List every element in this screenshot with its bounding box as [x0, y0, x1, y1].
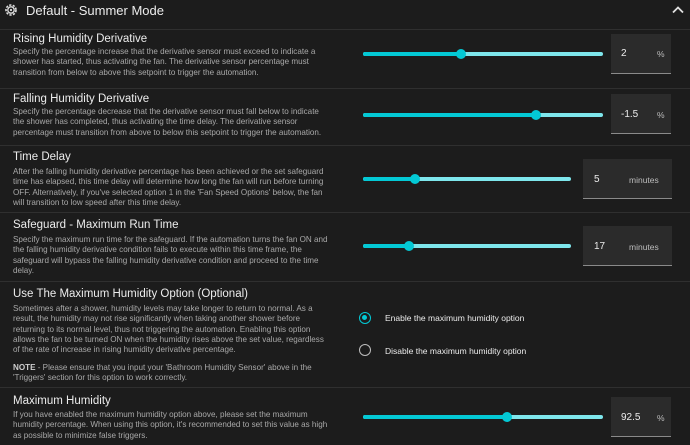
slider-knob[interactable]	[502, 412, 512, 422]
falling-derivative-slider[interactable]	[363, 108, 603, 122]
setting-title: Maximum Humidity	[13, 395, 111, 407]
gear-icon	[3, 2, 19, 18]
maximum-humidity-input[interactable]: 92.5 %	[611, 397, 671, 437]
setting-description: Sometimes after a shower, humidity levels may take longer to return to normal. As a result, the humidity may not rise significantly when taking another shower before returning to its normal level, thus not triggering the automation. Enabling this option allows the fan to be turned ON when the humidity rises above the set value, regardless of the rate of increase in rising humidity derivative percentage.	[13, 304, 324, 355]
disable-max-humidity-radio[interactable]	[359, 344, 371, 356]
setting-description: Specify the maximum run time for the safeguard. If the automation turns the fan ON and the falling humidity derivative condition fails to execute within this time frame, the safeguard will bypass the falling humidity derivative condition and proceed to the time delay.	[13, 235, 328, 275]
setting-title: Time Delay	[13, 151, 71, 163]
slider-knob[interactable]	[410, 174, 420, 184]
setting-title: Rising Humidity Derivative	[13, 33, 148, 45]
rising-derivative-slider[interactable]	[363, 47, 603, 61]
setting-falling-humidity-derivative	[0, 88, 690, 145]
setting-description: If you have enabled the maximum humidity option above, please set the maximum humidity percentage. When using this option, it's recommended to set this value as high as possible to minimize false triggers.	[13, 410, 328, 440]
enable-max-humidity-radio[interactable]	[359, 312, 371, 324]
slider-knob[interactable]	[531, 110, 541, 120]
slider-knob[interactable]	[456, 49, 466, 59]
setting-description: Specify the percentage decrease that the derivative sensor must fall below to indicate the shower has completed, thus activating the time delay. The derivative sensor percentage must transition from above to below this setpoint to trigger the automation.	[13, 107, 322, 137]
time-delay-slider[interactable]	[363, 172, 571, 186]
setting-maximum-humidity	[0, 387, 690, 445]
setting-rising-humidity-derivative	[0, 29, 690, 88]
chevron-up-icon[interactable]	[670, 2, 686, 18]
setting-safeguard-max-run-time	[0, 212, 690, 281]
section-header[interactable]	[0, 0, 690, 20]
setting-title: Falling Humidity Derivative	[13, 93, 150, 105]
rising-derivative-input[interactable]: 2 %	[611, 34, 671, 74]
maximum-humidity-slider[interactable]	[363, 410, 603, 424]
safeguard-slider[interactable]	[363, 239, 571, 253]
setting-time-delay	[0, 145, 690, 212]
setting-max-humidity-option	[0, 281, 690, 387]
falling-derivative-input[interactable]: -1.5 %	[611, 94, 671, 134]
disable-max-humidity-label[interactable]: Disable the maximum humidity option	[385, 346, 527, 356]
setting-note: NOTE - Please ensure that you input your 'Bathroom Humidity Sensor' above in the 'Triggers' section for this option to work correctly.	[13, 363, 312, 383]
setting-description: After the falling humidity derivative percentage has been achieved or the set safeguard time has elapsed, this time delay will determine how long the fan will run before turning OFF. Alternatively, if you've selected option 1 in the 'Fan Speed Options' below, the fan will transition to low speed after this time delay.	[13, 167, 324, 207]
setting-title: Use The Maximum Humidity Option (Optional)	[13, 288, 248, 300]
time-delay-input[interactable]: 5 minutes	[583, 159, 672, 199]
slider-knob[interactable]	[404, 241, 414, 251]
section-title: Default - Summer Mode	[26, 3, 164, 18]
safeguard-input[interactable]: 17 minutes	[583, 226, 672, 266]
enable-max-humidity-label[interactable]: Enable the maximum humidity option	[385, 313, 525, 323]
setting-description: Specify the percentage increase that the derivative sensor must exceed to indicate a shower has started, thus activating the fan. The derivative sensor percentage must transition from below to above this setpoint to trigger the automation.	[13, 47, 316, 77]
setting-title: Safeguard - Maximum Run Time	[13, 219, 179, 231]
